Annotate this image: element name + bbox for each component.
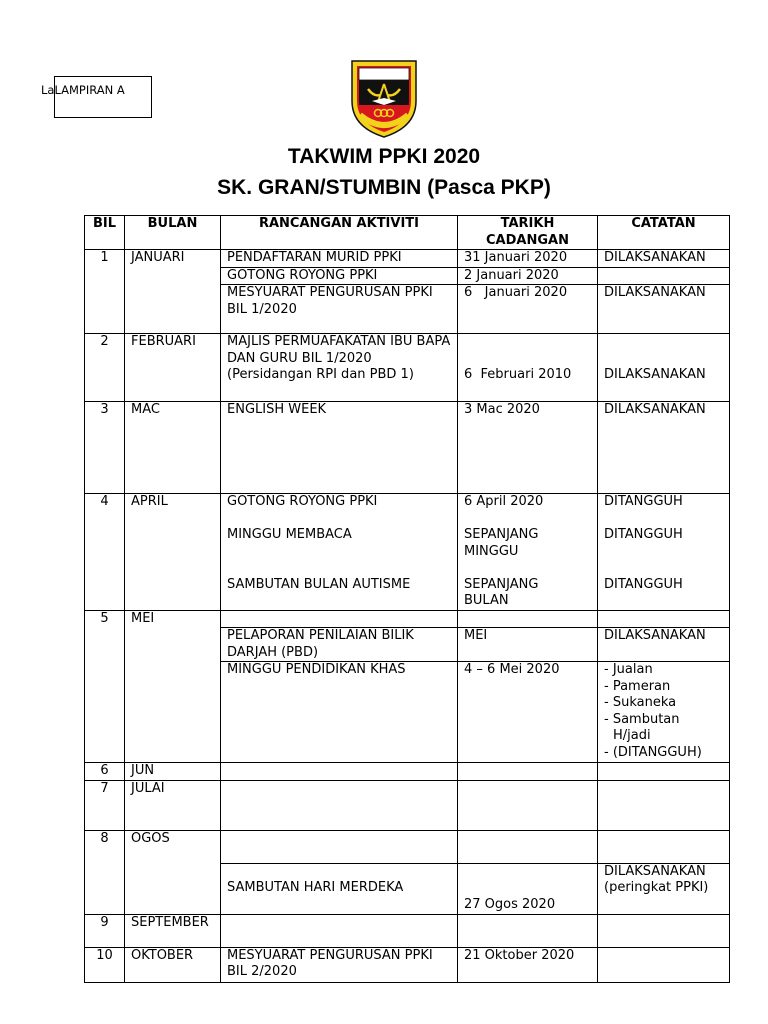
cell-catatan: DILAKSANAKAN — [598, 250, 730, 268]
table-row — [85, 250, 730, 268]
cell-tarikh: 4 – 6 Mei 2020 — [458, 662, 598, 763]
cell-aktiviti — [221, 914, 458, 947]
cell-bil: 2 — [85, 334, 125, 402]
cell-bulan: OGOS — [125, 830, 221, 914]
cell-aktiviti: GOTONG ROYONG PPKI MINGGU MEMBACA SAMBUTAN BULAN AUTISME — [221, 494, 458, 611]
cell-bil: 1 — [85, 250, 125, 334]
cell-bulan: JUN — [125, 763, 221, 781]
cell-bulan: MEI — [125, 611, 221, 763]
table-header-row — [85, 216, 730, 250]
school-crest-logo — [346, 55, 422, 139]
table-row — [85, 780, 730, 830]
table-row — [85, 914, 730, 947]
cell-catatan: DILAKSANAKAN — [598, 402, 730, 494]
cell-aktiviti: PELAPORAN PENILAIAN BILIK DARJAH (PBD) — [221, 628, 458, 662]
cell-aktiviti — [221, 763, 458, 781]
cell-bil: 10 — [85, 947, 125, 982]
cell-tarikh — [458, 763, 598, 781]
cell-tarikh — [458, 780, 598, 830]
cell-tarikh: 6 Januari 2020 — [458, 285, 598, 334]
table-row — [85, 947, 730, 982]
takwim-table — [84, 215, 730, 983]
header-catatan: CATATAN — [598, 216, 730, 250]
cell-bil: 6 — [85, 763, 125, 781]
cell-catatan: DILAKSANAKAN (peringkat PPKI) — [598, 863, 730, 914]
cell-aktiviti: GOTONG ROYONG PPKI — [221, 267, 458, 285]
cell-aktiviti — [221, 830, 458, 863]
cell-tarikh — [458, 830, 598, 863]
cell-bil: 3 — [85, 402, 125, 494]
cell-bulan: JANUARI — [125, 250, 221, 334]
table-row — [85, 830, 730, 863]
cell-catatan — [598, 780, 730, 830]
cell-tarikh: 6 Februari 2010 — [458, 334, 598, 402]
table-row — [85, 763, 730, 781]
list-item: - Pameran — [604, 678, 671, 694]
list-item: - (DITANGGUH) — [604, 744, 702, 760]
cell-bil: 9 — [85, 914, 125, 947]
cell-aktiviti: MESYUARAT PENGURUSAN PPKI BIL 2/2020 — [221, 947, 458, 982]
cell-aktiviti: SAMBUTAN HARI MERDEKA — [221, 863, 458, 914]
cell-aktiviti: MINGGU PENDIDIKAN KHAS — [221, 662, 458, 763]
cell-catatan: DILAKSANAKAN — [598, 334, 730, 402]
cell-tarikh: 27 Ogos 2020 — [458, 863, 598, 914]
document-title: TAKWIM PPKI 2020 — [287, 145, 481, 168]
cell-catatan: DITANGGUH DITANGGUH DITANGGUH — [598, 494, 730, 611]
header-aktiviti: RANCANGAN AKTIVITI — [221, 216, 458, 250]
cell-catatan: DILAKSANAKAN — [598, 285, 730, 334]
cell-bil: 4 — [85, 494, 125, 611]
cell-aktiviti — [221, 611, 458, 628]
cell-catatan — [598, 267, 730, 285]
cell-aktiviti: ENGLISH WEEK — [221, 402, 458, 494]
cell-bulan: FEBRUARI — [125, 334, 221, 402]
table-row — [85, 402, 730, 494]
cell-catatan — [598, 611, 730, 628]
header-bil: BIL — [85, 216, 125, 250]
cell-catatan — [598, 914, 730, 947]
header-bulan: BULAN — [125, 216, 221, 250]
document-subtitle: SK. GRAN/STUMBIN (Pasca PKP) — [217, 176, 551, 199]
table-row — [85, 334, 730, 402]
catatan-list — [604, 662, 723, 761]
cell-aktiviti: PENDAFTARAN MURID PPKI — [221, 250, 458, 268]
cell-tarikh: 6 April 2020 SEPANJANG MINGGU SEPANJANG BULAN — [458, 494, 598, 611]
cell-tarikh — [458, 611, 598, 628]
cell-catatan — [598, 830, 730, 863]
table-row — [85, 494, 730, 611]
cell-tarikh: 21 Oktober 2020 — [458, 947, 598, 982]
cell-tarikh: 3 Mac 2020 — [458, 402, 598, 494]
cell-bil: 5 — [85, 611, 125, 763]
cell-bil: 7 — [85, 780, 125, 830]
cell-tarikh — [458, 914, 598, 947]
table-row — [85, 611, 730, 628]
cell-tarikh: MEI — [458, 628, 598, 662]
cell-bulan: OKTOBER — [125, 947, 221, 982]
list-item: - Sukaneka — [604, 695, 677, 710]
cell-aktiviti: MESYUARAT PENGURUSAN PPKI BIL 1/2020 — [221, 285, 458, 334]
cell-bulan: APRIL — [125, 494, 221, 611]
cell-bulan: JULAI — [125, 780, 221, 830]
cell-bulan: MAC — [125, 402, 221, 494]
cell-tarikh: 31 Januari 2020 — [458, 250, 598, 268]
cell-catatan: DILAKSANAKAN — [598, 628, 730, 662]
list-item: - Jualan — [604, 662, 653, 677]
header-tarikh: TARIKH CADANGAN — [458, 216, 598, 250]
cell-aktiviti — [221, 780, 458, 830]
cell-tarikh: 2 Januari 2020 — [458, 267, 598, 285]
list-item: - Sambutan H/jadi — [604, 711, 680, 743]
cell-bil: 8 — [85, 830, 125, 914]
cell-bulan: SEPTEMBER — [125, 914, 221, 947]
cell-aktiviti: MAJLIS PERMUAFAKATAN IBU BAPA DAN GURU BIL 1/2020 (Persidangan RPI dan PBD 1) — [221, 334, 458, 402]
cell-catatan — [598, 763, 730, 781]
lampiran-label: LaLAMPIRAN A — [41, 83, 125, 97]
cell-catatan — [598, 662, 730, 763]
cell-catatan — [598, 947, 730, 982]
